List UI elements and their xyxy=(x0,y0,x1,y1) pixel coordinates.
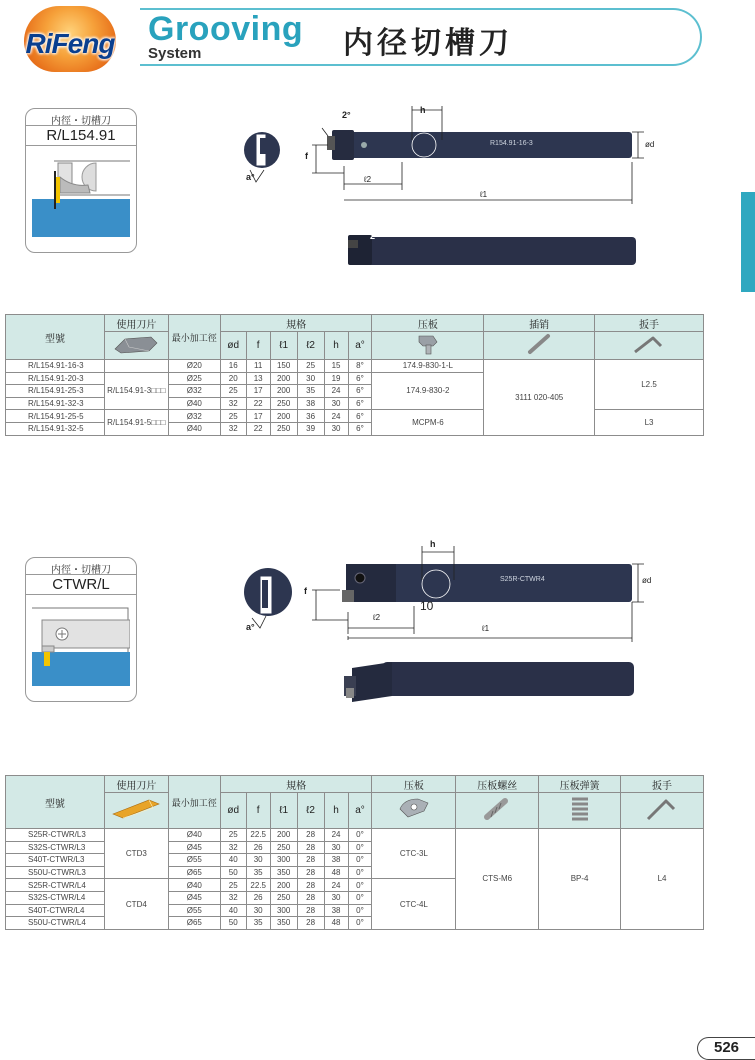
cell-f: 13 xyxy=(246,372,270,385)
ctwr-technical-drawing xyxy=(232,536,672,726)
spec-col-h: h xyxy=(324,332,348,360)
cell-a: 0° xyxy=(348,829,372,842)
cell-f: 35 xyxy=(246,917,270,930)
cell-model: R/L154.91-25-3 xyxy=(6,385,105,398)
cell-l2: 38 xyxy=(297,397,324,410)
cell-bore: Ø45 xyxy=(168,841,220,854)
cell-f: 35 xyxy=(246,866,270,879)
drawing-angle-label: 2° xyxy=(342,110,351,120)
spec-col-f: f xyxy=(246,332,270,360)
cell-a: 6° xyxy=(348,410,372,423)
cell-l2: 28 xyxy=(297,866,324,879)
col-min-bore: 最小加工徑 xyxy=(168,776,220,829)
cell-l2: 25 xyxy=(297,360,324,373)
cell-a: 6° xyxy=(348,422,372,435)
cell-clamp: CTC-4L xyxy=(372,879,456,929)
cell-a: 0° xyxy=(348,866,372,879)
cell-model: R/L154.91-20-3 xyxy=(6,372,105,385)
drawing-l2-label: ℓ2 xyxy=(373,613,381,622)
cell-f: 17 xyxy=(246,410,270,423)
cell-bore: Ø55 xyxy=(168,904,220,917)
cell-bore: Ø65 xyxy=(168,917,220,930)
cell-d: 32 xyxy=(220,891,246,904)
cell-insert-blank xyxy=(104,360,168,373)
cell-model: R/L154.91-16-3 xyxy=(6,360,105,373)
cell-clamp: CTC-3L xyxy=(372,829,456,879)
cell-l1: 150 xyxy=(270,360,297,373)
pin-icon xyxy=(484,332,595,360)
drawing-f-label: f xyxy=(305,151,308,161)
cell-h: 19 xyxy=(324,372,348,385)
col-spec: 規格 xyxy=(220,776,372,793)
spec-col-f: f xyxy=(246,793,270,829)
card-subtitle: 内徑・切槽刀 xyxy=(51,116,111,127)
cell-l2: 28 xyxy=(297,879,324,892)
spring-icon xyxy=(539,793,621,829)
col-screw: 压板螺丝 xyxy=(456,776,539,793)
cell-a: 6° xyxy=(348,372,372,385)
cell-h: 15 xyxy=(324,360,348,373)
drawing-h-label: h xyxy=(430,539,436,549)
cell-l1: 250 xyxy=(270,397,297,410)
spec-col-d: ød xyxy=(220,332,246,360)
cell-model: S50U-CTWR/L4 xyxy=(6,917,105,930)
cell-l1: 350 xyxy=(270,866,297,879)
cell-clamp: 174.9-830-1-L xyxy=(372,360,484,373)
cell-l1: 200 xyxy=(270,385,297,398)
tool-engraving: R154.91-16-3 xyxy=(490,140,533,147)
cell-bore: Ø40 xyxy=(168,829,220,842)
clamp-icon xyxy=(372,793,456,829)
cell-f: 17 xyxy=(246,385,270,398)
cell-bore: Ø40 xyxy=(168,879,220,892)
cell-a: 0° xyxy=(348,841,372,854)
cell-l2: 28 xyxy=(297,841,324,854)
cell-a: 0° xyxy=(348,879,372,892)
cell-h: 48 xyxy=(324,917,348,930)
tool-engraving: S25R-CTWR4 xyxy=(500,576,545,583)
spec-col-d: ød xyxy=(220,793,246,829)
cell-h: 24 xyxy=(324,385,348,398)
cell-insert: CTD4 xyxy=(104,879,168,929)
cell-l1: 250 xyxy=(270,422,297,435)
cell-l1: 250 xyxy=(270,891,297,904)
cell-model: S50U-CTWR/L3 xyxy=(6,866,105,879)
cell-l1: 250 xyxy=(270,841,297,854)
col-model: 型號 xyxy=(6,776,105,829)
spec-col-l2: ℓ2 xyxy=(297,332,324,360)
bore-grooving-illustration xyxy=(32,157,130,237)
cell-a: 0° xyxy=(348,904,372,917)
col-pin: 插销 xyxy=(484,315,595,332)
cell-l1: 200 xyxy=(270,372,297,385)
end-view-icon xyxy=(244,568,292,628)
cell-a: 6° xyxy=(348,385,372,398)
col-min-bore: 最小加工徑 xyxy=(168,315,220,360)
clamp-icon xyxy=(372,332,484,360)
card-subtitle: 内徑・切槽刀 xyxy=(51,565,111,576)
cell-d: 32 xyxy=(220,841,246,854)
cell-f: 11 xyxy=(246,360,270,373)
cell-l2: 28 xyxy=(297,829,324,842)
drawing-f-label: f xyxy=(304,586,307,596)
cell-spring: BP-4 xyxy=(539,829,621,930)
col-insert: 使用刀片 xyxy=(104,776,168,793)
page-subtitle: System xyxy=(148,45,202,62)
cell-l1: 350 xyxy=(270,917,297,930)
col-spec: 規格 xyxy=(220,315,372,332)
cell-h: 24 xyxy=(324,829,348,842)
cell-h: 38 xyxy=(324,904,348,917)
cell-l1: 200 xyxy=(270,879,297,892)
cell-clamp: MCPM-6 xyxy=(372,410,484,435)
drawing-a-label: a° xyxy=(246,172,255,182)
cell-h: 30 xyxy=(324,422,348,435)
cell-l1: 200 xyxy=(270,829,297,842)
drawing-l2-label: ℓ2 xyxy=(364,175,372,184)
cell-h: 24 xyxy=(324,879,348,892)
spec-col-l1: ℓ1 xyxy=(270,332,297,360)
card-product-name: R/L154.91 xyxy=(26,125,136,146)
page-number: 526 xyxy=(697,1037,755,1060)
cell-model: S25R-CTWR/L4 xyxy=(6,879,105,892)
cell-h: 38 xyxy=(324,854,348,867)
cell-l2: 28 xyxy=(297,891,324,904)
cell-l1: 200 xyxy=(270,410,297,423)
drawing-l1-label: ℓ1 xyxy=(482,624,490,633)
cell-bore: Ø65 xyxy=(168,866,220,879)
cell-d: 20 xyxy=(220,372,246,385)
cell-d: 50 xyxy=(220,917,246,930)
cell-a: 0° xyxy=(348,854,372,867)
spec-col-l2: ℓ2 xyxy=(297,793,324,829)
cell-insert: R/L154.91-3□□□ xyxy=(104,372,168,410)
cell-model: S25R-CTWR/L3 xyxy=(6,829,105,842)
cell-a: 8° xyxy=(348,360,372,373)
cell-bore: Ø45 xyxy=(168,891,220,904)
product-card-r154 xyxy=(25,108,137,253)
card-product-name: CTWR/L xyxy=(26,574,136,595)
cell-bore: Ø32 xyxy=(168,410,220,423)
ctd-insert-icon xyxy=(104,793,168,829)
spec-col-a: a° xyxy=(348,793,372,829)
table-row xyxy=(6,410,704,423)
cell-screw: CTS-M6 xyxy=(456,829,539,930)
spec-col-h: h xyxy=(324,793,348,829)
page-title-chinese: 内径切槽刀 xyxy=(343,26,513,61)
drawing-10-label: 10 xyxy=(420,599,434,613)
rifeng-logo xyxy=(10,6,130,72)
cell-h: 30 xyxy=(324,891,348,904)
cell-insert: R/L154.91-5□□□ xyxy=(104,410,168,435)
cell-bore: Ø40 xyxy=(168,397,220,410)
spec-col-l1: ℓ1 xyxy=(270,793,297,829)
col-insert: 使用刀片 xyxy=(104,315,168,332)
table-row xyxy=(6,360,704,373)
hex-wrench-icon xyxy=(595,332,704,360)
cell-l2: 28 xyxy=(297,917,324,930)
cell-d: 25 xyxy=(220,829,246,842)
cell-l2: 39 xyxy=(297,422,324,435)
cell-insert: CTD3 xyxy=(104,829,168,879)
cell-d: 50 xyxy=(220,866,246,879)
cell-model: R/L154.91-32-5 xyxy=(6,422,105,435)
cell-f: 22 xyxy=(246,397,270,410)
cell-l2: 36 xyxy=(297,410,324,423)
cell-wrench: L2.5 xyxy=(595,360,704,410)
cell-wrench: L3 xyxy=(595,410,704,435)
cell-d: 16 xyxy=(220,360,246,373)
cell-bore: Ø32 xyxy=(168,385,220,398)
cell-a: 0° xyxy=(348,917,372,930)
cell-model: S32S-CTWR/L3 xyxy=(6,841,105,854)
cell-f: 22.5 xyxy=(246,829,270,842)
drawing-h-label: h xyxy=(420,105,426,115)
cell-a: 6° xyxy=(348,397,372,410)
cell-f: 22 xyxy=(246,422,270,435)
cell-d: 25 xyxy=(220,385,246,398)
cell-bore: Ø55 xyxy=(168,854,220,867)
r154-spec-table xyxy=(5,314,704,436)
cell-model: S32S-CTWR/L4 xyxy=(6,891,105,904)
cell-model: R/L154.91-32-3 xyxy=(6,397,105,410)
cell-bore: Ø25 xyxy=(168,372,220,385)
cell-bore: Ø40 xyxy=(168,422,220,435)
cell-d: 32 xyxy=(220,397,246,410)
insert-icon xyxy=(104,332,168,360)
cell-l2: 28 xyxy=(297,854,324,867)
col-wrench: 扳手 xyxy=(595,315,704,332)
cell-l2: 28 xyxy=(297,904,324,917)
cell-clamp: 174.9-830-2 xyxy=(372,372,484,410)
cell-h: 30 xyxy=(324,841,348,854)
col-clamp: 压板 xyxy=(372,315,484,332)
cell-f: 26 xyxy=(246,841,270,854)
cell-model: S40T-CTWR/L3 xyxy=(6,854,105,867)
cell-f: 22.5 xyxy=(246,879,270,892)
section-side-tab xyxy=(741,192,755,292)
photo-angle-label: 2° xyxy=(370,231,379,241)
cell-d: 32 xyxy=(220,422,246,435)
ctwr-spec-table xyxy=(5,775,704,930)
cell-f: 30 xyxy=(246,854,270,867)
r154-technical-drawing xyxy=(232,100,672,300)
cell-h: 48 xyxy=(324,866,348,879)
drawing-d-label: ød xyxy=(642,576,652,585)
cell-bore: Ø20 xyxy=(168,360,220,373)
col-clamp: 压板 xyxy=(372,776,456,793)
cell-d: 40 xyxy=(220,904,246,917)
cell-d: 25 xyxy=(220,879,246,892)
brand-name: RiFeng xyxy=(25,28,115,59)
cell-l1: 300 xyxy=(270,854,297,867)
cell-pin: 3111 020-405 xyxy=(484,360,595,436)
col-wrench: 扳手 xyxy=(621,776,704,793)
hex-wrench-icon xyxy=(621,793,704,829)
cell-f: 26 xyxy=(246,891,270,904)
drawing-d-label: ød xyxy=(645,140,655,149)
cell-h: 30 xyxy=(324,397,348,410)
drawing-l1-label: ℓ1 xyxy=(480,190,488,199)
cell-model: S40T-CTWR/L4 xyxy=(6,904,105,917)
col-model: 型號 xyxy=(6,315,105,360)
product-card-ctwr xyxy=(25,557,137,702)
cell-f: 30 xyxy=(246,904,270,917)
cell-model: R/L154.91-25-5 xyxy=(6,410,105,423)
cell-d: 40 xyxy=(220,854,246,867)
cell-l1: 300 xyxy=(270,904,297,917)
cell-a: 0° xyxy=(348,891,372,904)
table-row xyxy=(6,829,704,842)
ctwr-bore-illustration xyxy=(32,606,130,686)
page-title: Grooving xyxy=(148,10,304,48)
screw-icon xyxy=(456,793,539,829)
col-spring: 压板弹簧 xyxy=(539,776,621,793)
cell-l2: 35 xyxy=(297,385,324,398)
spec-col-a: a° xyxy=(348,332,372,360)
cell-d: 25 xyxy=(220,410,246,423)
cell-l2: 30 xyxy=(297,372,324,385)
cell-h: 24 xyxy=(324,410,348,423)
drawing-a-label: a° xyxy=(246,622,255,632)
cell-wrench: L4 xyxy=(621,829,704,930)
